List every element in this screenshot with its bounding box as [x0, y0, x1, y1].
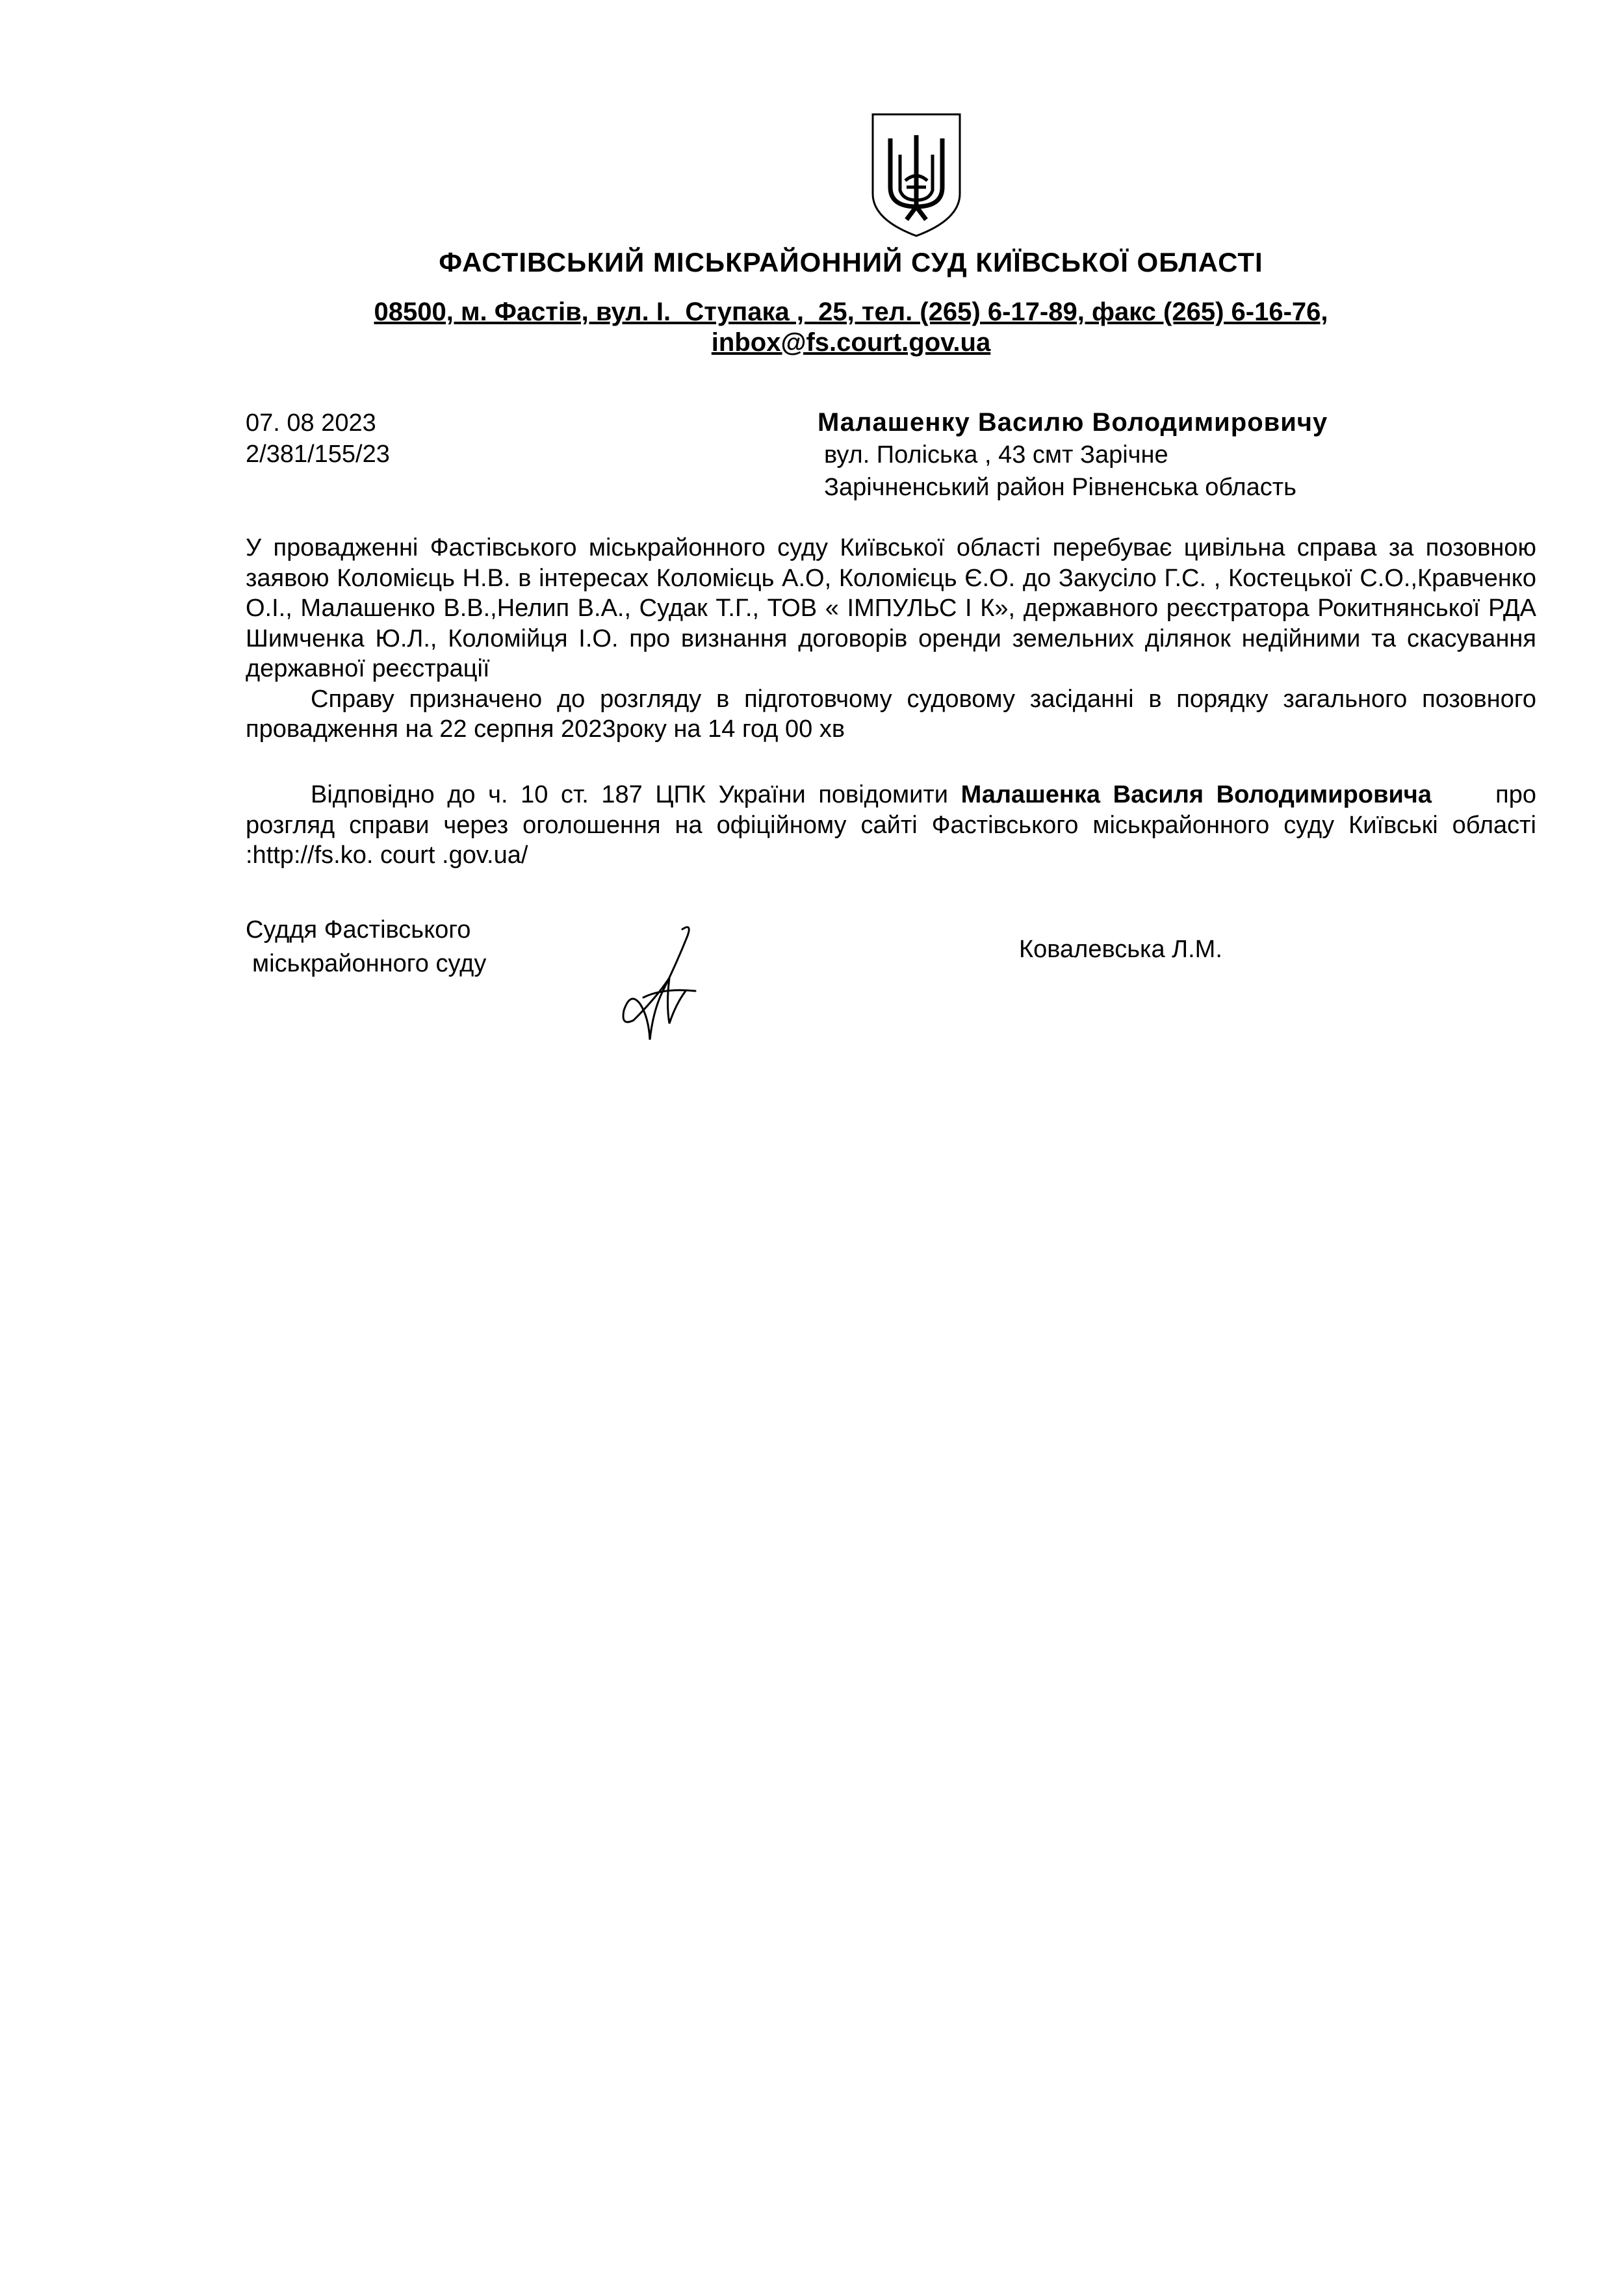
trident-emblem-icon — [868, 109, 965, 239]
notification-paragraph — [246, 780, 1536, 871]
court-email: inbox@fs.court.gov.ua — [711, 328, 991, 357]
judge-position-line1: Суддя Фастівського — [246, 916, 471, 944]
case-paragraph: У провадженні Фастівського міськрайонного суду Київської області перебуває цивільна справа за позовною заявою Коломієць Н.В. в інтересах Коломієць А.О, Коломієць Є.О. до Закусіло Г.С. , Костецької С.О.,Кравченко О.І., Малашенко В.В.,Нелип В.А., Судак Т.Г., ТОВ « ІМПУЛЬС І К», державного реєстратора Рокитнянської РДА Шимченка Ю.Л., Коломійця І.О. про визнання договорів оренди земельних ділянок недійними та скасування державної реєстрації — [246, 534, 1536, 682]
recipient-address-line2: Зарічненський район Рівненська область — [824, 474, 1296, 501]
reference-number: 2/381/155/23 — [246, 441, 390, 468]
recipient-name: Малашенку Василю Володимировичу — [818, 408, 1328, 437]
document-date: 07. 08 2023 — [246, 409, 376, 437]
court-name: ФАСТІВСЬКИЙ МІСЬКРАЙОННИЙ СУД КИЇВСЬКОЇ ОБЛАСТІ — [439, 247, 1263, 277]
notified-person-name: Малашенка Василя Володимировича — [960, 781, 1432, 808]
judge-position-line2: міськрайонного суду — [252, 950, 487, 977]
judge-position — [246, 913, 486, 981]
recipient-address-line1: вул. Поліська , 43 смт Зарічне — [824, 441, 1168, 469]
court-address: 08500, м. Фастів, вул. І. Ступака , 25, тел. (265) 6-17-89, факс (265) 6-16-76, — [374, 298, 1328, 326]
notice-body — [246, 533, 1536, 745]
handwritten-signature-icon — [604, 919, 715, 1049]
notification-suffix: про розгляд справи через оголошення на офіційному сайті Фастівського міськрайонного суду Київські області :http://fs.ko. court .gov.ua/ — [246, 781, 1536, 869]
recipient-block — [818, 406, 1328, 504]
hearing-paragraph: Справу призначено до розгляду в підготовчому судовому засіданні в порядку загального позовного провадження на 22 серпня 2023року на 14 год 00 хв — [246, 685, 1536, 743]
judge-name: Ковалевська Л.М. — [1019, 936, 1222, 963]
notification-prefix: Відповідно до ч. 10 ст. 187 ЦПК України повідомити — [311, 781, 948, 808]
